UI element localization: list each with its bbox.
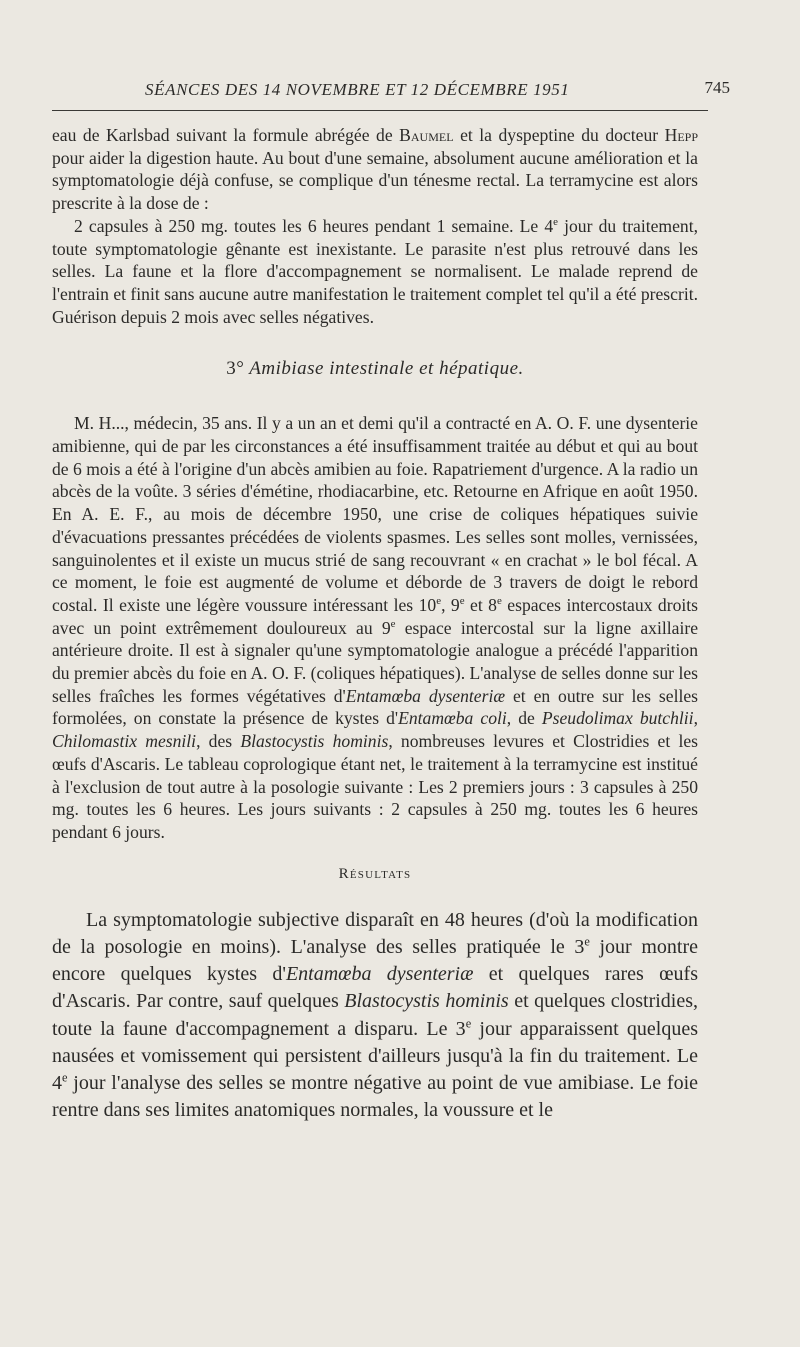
paragraph-dosage-outcome: 2 capsules à 250 mg. toutes les 6 heures pendant 1 semaine. Le 4e jour du traitement, toute symptomatologie gênante est inexistante. Le parasite n'est plus retrouvé dans les selles. La faune et la flore d'accompagnement se normalisent. Le malade reprend de l'entrain et finit sans aucune autre manifestation le traitement complet tel qu'il a été prescrit. Guérison depuis 2 mois avec selles négatives. [52, 215, 698, 327]
author-name-hepp: Hepp [664, 125, 699, 145]
results-heading: Résultats [338, 865, 412, 882]
species-name: Chilomastix mesnili [52, 731, 197, 752]
page-number: 745 [704, 78, 730, 97]
paragraph-case-history: M. H..., médecin, 35 ans. Il y a un an et demi qu'il a contracté en A. O. F. une dysenterie amibienne, qui de par les circonstances a été insuffisamment traitée au début et qui au bout de 6 mois a été à l'origine d'un abcès amibien au foie. Rapatriement d'urgence. A la radio un abcès de la voûte. 3 séries d'émétine, rhodiacarbine, etc. Retourne en Afrique en août 1950. En A. E. F., au mois de décembre 1950, une crise de coliques hépatiques suivie d'évacuations pressantes précédées de violents spasmes. Les selles sont molles, vernissées, sanguinolentes et il existe un mucus strié de sang recouvrant « en crachat » le bol fécal. A ce moment, le foie est augmenté de volume et déborde de 3 travers de doigt le rebord costal. Il existe une légère voussure intéressant les 10e, 9e et 8e espaces intercostaux droits avec un point extrêmement douloureux au 9e espace intercostal sur la ligne axillaire antérieure droite. Il est à signaler qu'une symptomatologie analogue a précédé l'apparition du premier abcès du foie en A. O. F. (coliques hépatiques). L'analyse de selles donne sur les selles fraîches les formes végétatives d'Entamœba dysenteriæ et en outre sur les selles formolées, on constate la présence de kystes d'Entamœba coli, de Pseudolimax butchlii, Chilomastix mesnili, des Blastocystis hominis, nombreuses levures et Clostridies et les œufs d'Ascaris. Le tableau coprologique étant net, le traitement à la terramycine est institué à l'exclusion de tout autre à la posologie suivante : Les 2 premiers jours : 3 capsules à 250 mg. toutes les 6 heures. Les jours suivants : 2 capsules à 250 mg. toutes les 6 heures pendant 6 jours. [52, 413, 699, 842]
author-name-baumel: Baumel [399, 125, 454, 145]
species-name: Entamœba dysenteriæ [345, 685, 506, 706]
section-heading [52, 358, 698, 380]
page-header [52, 74, 730, 104]
species-name: Blastocystis hominis [240, 731, 389, 752]
section-title: Amibiase intestinale et hépatique. [249, 358, 524, 380]
running-title: SÉANCES DES 14 NOVEMBRE ET 12 DÉCEMBRE 1951 [145, 80, 570, 99]
species-name: Entamœba dysenteriæ [285, 963, 474, 986]
paragraph-results: La symptomatologie subjective disparaît en 48 heures (d'où la modification de la posologie en moins). L'analyse des selles pratiquée le 3e jour montre encore quelques kystes d'Entamœba dysenteriæ et quelques rares œufs d'Ascaris. Par contre, sauf quelques Blastocystis hominis et quelques clostridies, toute la faune d'accompagnement a disparu. Le 3e jour apparaissent quelques nausées et vomissement qui persistent d'ailleurs jusqu'à la fin du traitement. Le 4e jour l'analyse des selles se montre négative au point de vue amibiase. Le foie rentre dans ses limites anatomiques normales, la voussure et le [52, 908, 699, 1122]
page-body [52, 124, 698, 1124]
species-name: Entamœba coli [398, 708, 507, 729]
species-name: Blastocystis hominis [344, 990, 509, 1013]
species-name: Pseudolimax butchlii [541, 708, 694, 729]
paragraph-treatment-end: eau de Karlsbad suivant la formule abrégée de Baumel et la dyspeptine du docteur Hepp pour aider la digestion haute. Au bout d'une semaine, absolument aucune amélioration et la symptomatologie déjà confuse, se complique d'un ténesme rectal. La terramycine est alors prescrite à la dose de : [52, 125, 699, 214]
header-rule [52, 110, 708, 111]
section-number: 3° [226, 358, 245, 380]
